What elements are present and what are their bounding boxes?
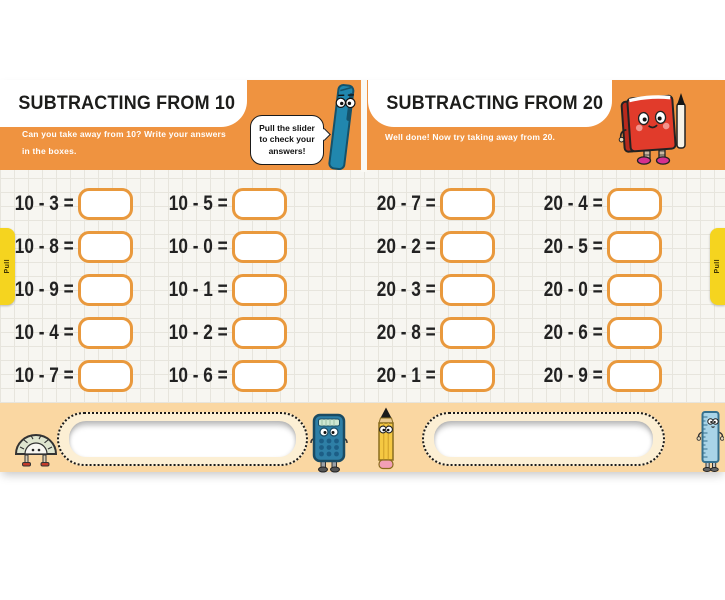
page-spread [0, 80, 725, 472]
equation-cell [364, 317, 495, 349]
left-page-instructions [22, 126, 252, 160]
equation-cell [156, 231, 287, 263]
equation-cell [364, 231, 495, 263]
equation-label: 10 - 1 = [168, 278, 228, 301]
answer-box[interactable] [232, 317, 287, 349]
equation-label: 20 - 5 = [543, 235, 603, 258]
equation-cell [2, 274, 133, 306]
equation-cell [2, 231, 133, 263]
equation-label: 10 - 2 = [168, 321, 228, 344]
equation-label: 20 - 7 = [376, 192, 436, 215]
equation-label: 10 - 6 = [168, 364, 228, 387]
left-instructions-line1: Can you take away from 10? Write your answers [22, 129, 226, 139]
book-character-icon [614, 90, 694, 175]
equation-label: 20 - 6 = [543, 321, 603, 344]
pull-slider-tab-right[interactable] [710, 228, 725, 305]
answer-box[interactable] [232, 231, 287, 263]
equation-label: 10 - 8 = [14, 235, 74, 258]
left-page-title: SUBTRACTING FROM 10 [18, 92, 236, 114]
answer-box[interactable] [78, 274, 133, 306]
answer-box[interactable] [440, 274, 495, 306]
equation-label: 10 - 5 = [168, 192, 228, 215]
equation-label: 20 - 0 = [543, 278, 603, 301]
equation-cell [2, 317, 133, 349]
equation-label: 10 - 9 = [14, 278, 74, 301]
calculator-character-icon [310, 413, 348, 478]
equation-label: 10 - 4 = [14, 321, 74, 344]
speech-bubble-line1: Pull the slider [259, 122, 315, 133]
answer-box[interactable] [440, 317, 495, 349]
equation-cell [531, 231, 662, 263]
equation-label: 20 - 2 = [376, 235, 436, 258]
speech-bubble-line2: to check your [259, 134, 315, 145]
bottom-slider-band [0, 403, 725, 472]
equation-label: 10 - 3 = [14, 192, 74, 215]
answer-box[interactable] [607, 188, 662, 220]
equation-cell [364, 274, 495, 306]
left-title-banner [0, 80, 247, 127]
answer-slider-track-right [422, 412, 665, 466]
protractor-character-icon [12, 423, 60, 474]
equation-label: 20 - 3 = [376, 278, 436, 301]
pull-tab-left-label: Pull [4, 259, 11, 274]
equation-label: 10 - 7 = [14, 364, 74, 387]
equation-label: 20 - 9 = [543, 364, 603, 387]
speech-bubble-line3: answers! [268, 145, 306, 156]
answer-box[interactable] [607, 231, 662, 263]
answer-box[interactable] [440, 360, 495, 392]
equation-cell [156, 188, 287, 220]
equation-label: 20 - 4 = [543, 192, 603, 215]
equation-label: 20 - 8 = [376, 321, 436, 344]
left-instructions-line2: in the boxes. [22, 146, 77, 156]
answer-box[interactable] [440, 188, 495, 220]
answer-box[interactable] [607, 317, 662, 349]
right-page-instructions [385, 129, 645, 146]
equation-label: 20 - 1 = [376, 364, 436, 387]
answer-box[interactable] [232, 360, 287, 392]
equation-cell [156, 317, 287, 349]
answer-box[interactable] [232, 188, 287, 220]
equation-cell [2, 188, 133, 220]
answer-box[interactable] [78, 360, 133, 392]
equation-cell [531, 317, 662, 349]
equation-cell [156, 274, 287, 306]
equation-cell [531, 188, 662, 220]
pull-tab-right-label: Pull [714, 259, 721, 274]
equation-cell [2, 360, 133, 392]
answer-box[interactable] [607, 360, 662, 392]
answer-box[interactable] [440, 231, 495, 263]
answer-box[interactable] [78, 231, 133, 263]
speech-bubble [250, 115, 324, 165]
answer-box[interactable] [232, 274, 287, 306]
answer-slider-slot-right[interactable] [434, 421, 653, 457]
right-instructions-line1: Well done! Now try taking away from 20. [385, 132, 556, 142]
answer-box[interactable] [78, 188, 133, 220]
answer-slider-track-left [57, 412, 308, 466]
answer-box[interactable] [78, 317, 133, 349]
equation-cell [364, 188, 495, 220]
answer-slider-slot-left[interactable] [69, 421, 296, 457]
pull-slider-tab-left[interactable] [0, 228, 15, 305]
ruler-character-icon [696, 410, 724, 477]
equation-cell [364, 360, 495, 392]
equation-cell [156, 360, 287, 392]
equation-cell [531, 274, 662, 306]
pen-character-icon [318, 82, 362, 170]
equation-cell [531, 360, 662, 392]
equation-label: 10 - 0 = [168, 235, 228, 258]
pencil-character-icon [374, 407, 398, 476]
answer-box[interactable] [607, 274, 662, 306]
right-title-banner [368, 80, 612, 127]
right-page-title: SUBTRACTING FROM 20 [386, 92, 604, 114]
